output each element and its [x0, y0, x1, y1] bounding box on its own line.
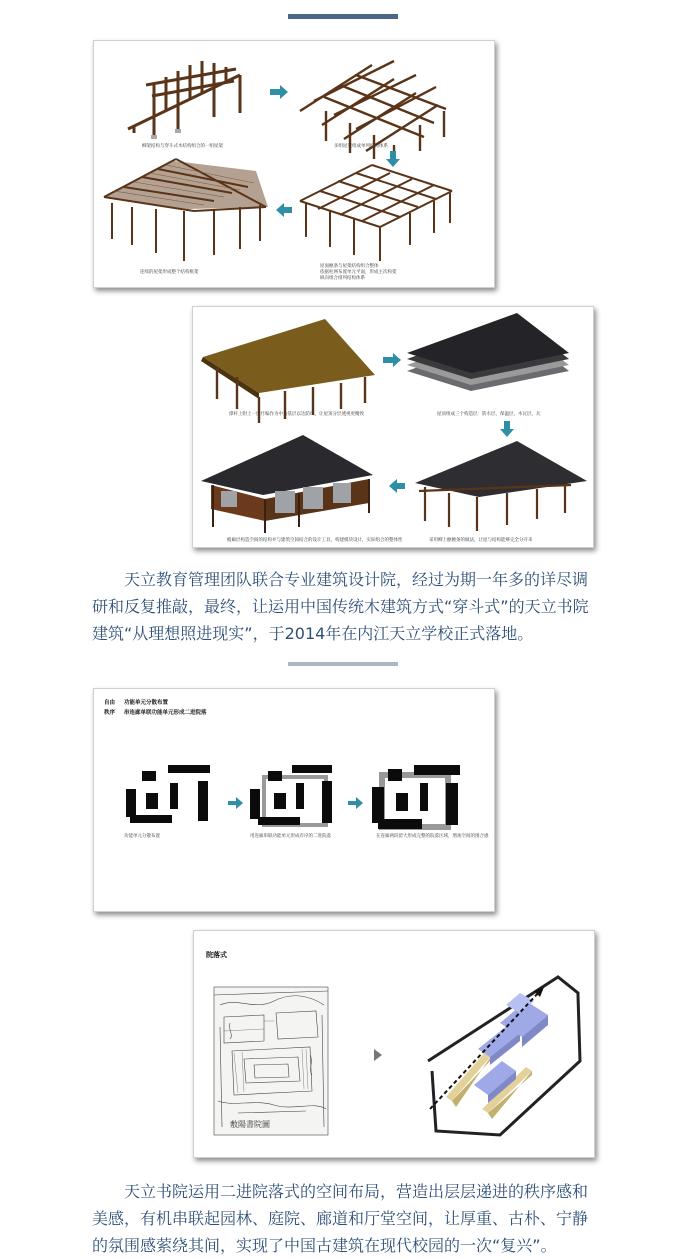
arrow-left-icon: [276, 203, 292, 217]
courtyard-style-card: [193, 930, 595, 1158]
arrow-left-icon: [389, 479, 405, 493]
layout-scattered-diagram: [126, 765, 210, 823]
figure2-caption-2: 屋顶组成三个构造层：防水层、保温层、木瓦层、瓦: [437, 412, 541, 417]
hall-with-walls-illustration: [201, 435, 373, 533]
figure3-caption-2: 用连廊串联功能单元形成有序的二进院落: [250, 834, 331, 839]
figure3-caption-1: 功能单元分散布置: [124, 834, 160, 839]
roof-framing-illustration: [104, 159, 268, 261]
figure1-caption-5: 纵向组合排列结构体系: [320, 276, 365, 281]
open-pavilion-illustration: [415, 441, 587, 531]
figure1-caption-3: 屋面檩条与屋架结构组合整体: [320, 264, 379, 269]
arrow-right-icon: [228, 797, 243, 809]
axonometric-courtyard-model: [428, 977, 580, 1135]
closing-paragraph-text: 天立书院运用二进院落式的空间布局，营造出层层递进的秩序感和美感，有机串联起园林、庭院、廊道和厅堂空间，让厚重、古朴、宁静的氛围感萦绕其间，实现了中国古建筑在现代校园的一次“复兴”。: [92, 1182, 589, 1255]
heading-value-2: 串连廊单联功能单元形成二进院落: [124, 710, 207, 716]
figure1-caption-2: 多组屋架组成单列结构体系: [334, 144, 388, 149]
structure-lattice-illustration: [300, 165, 452, 261]
layout-connected-diagram: [250, 765, 332, 825]
map-stamp-text: 敷陽書院圖: [230, 1120, 270, 1129]
structure-diagram-card-2: [192, 306, 594, 548]
arrow-right-icon: [348, 797, 363, 809]
play-arrow-icon: [374, 1049, 382, 1061]
arrow-down-icon: [386, 151, 400, 167]
arrow-right-icon: [270, 85, 288, 99]
arrow-right-icon: [383, 353, 401, 367]
intro-paragraph: [92, 566, 598, 647]
heading-key-1: 自由: [104, 700, 116, 706]
intro-paragraph-text: 天立教育管理团队联合专业建筑设计院，经过为期一年多的详尽调研和反复推敲，最终，让运用中国传统木建筑方式“穿斗式”的天立书院建筑“从理想照进现实”，于2014年在内江天立学校正式落地。: [92, 570, 589, 643]
heading-value-1: 功能单元分散布置: [124, 700, 169, 706]
heading-key-2: 秩序: [104, 710, 116, 716]
figure1-caption-4: 依据柱网布置单元平面，形成主次构架: [320, 270, 397, 275]
courtyard-layout-card: [93, 688, 495, 912]
closing-paragraph: [92, 1178, 598, 1259]
top-divider-bar: [288, 14, 398, 19]
roof-layers-illustration: [407, 313, 569, 391]
structure-diagram-card-1: [93, 40, 495, 288]
figure3-caption-3: 在连廊两段留大形成完整的院落区域，增加空间的围合感: [376, 834, 489, 839]
truss-single-illustration: [128, 61, 240, 137]
figure4-title: 院落式: [206, 951, 227, 959]
layout-enclosed-diagram: [372, 765, 460, 829]
arrow-down-icon: [500, 421, 514, 437]
figure2-caption-1: 撑杆上附上一层竹编作为中为基层以达防风，让屋顶分层透视更精致: [229, 412, 364, 417]
figure2-caption-3: 檐廊层构造空间的结构并与建筑空间结合的设计工具，构建模块设计，实际组合的整体性: [227, 538, 403, 543]
roof-frame-illustration: [201, 319, 375, 423]
middle-divider-bar: [288, 662, 398, 666]
figure1-caption-7: 连续的屋架形成整个结构框架: [140, 270, 199, 275]
figure2-caption-4: 采用柳上檩檩条的做法，让屋与结构能够完全分开来: [429, 538, 533, 543]
historical-academy-map: [214, 987, 328, 1135]
figure1-caption-1: 柳架结构与穿斗式木结构组合的一组屋架: [142, 144, 223, 149]
